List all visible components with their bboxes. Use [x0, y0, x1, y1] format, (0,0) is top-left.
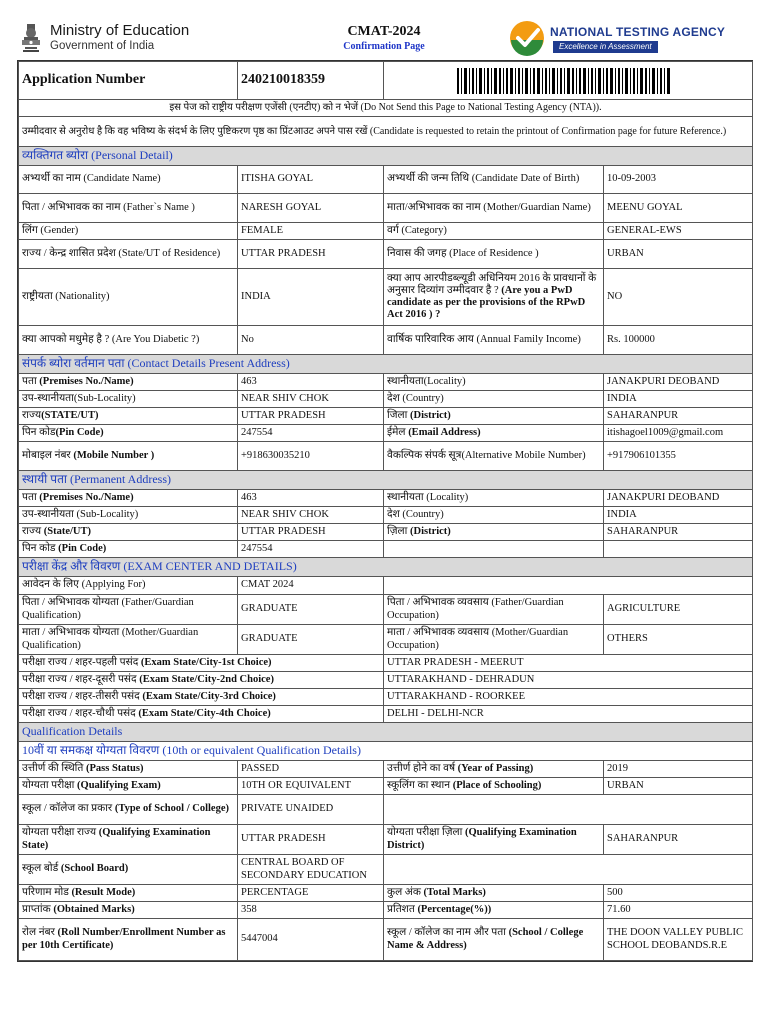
school-name-value: THE DOON VALLEY PUBLIC SCHOOL DEOBANDS.R.E — [604, 919, 753, 961]
obtained-marks-label: प्राप्तांक (Obtained Marks) — [19, 902, 238, 919]
roll-number-label: रोल नंबर (Roll Number/Enrollment Number as per 10th Certificate) — [19, 919, 238, 961]
total-marks-value: 500 — [604, 885, 753, 902]
total-marks-label: कुल अंक (Total Marks) — [384, 885, 604, 902]
alternative-mobile-value: +917906101355 — [604, 442, 753, 471]
result-mode-value: PERCENTAGE — [238, 885, 384, 902]
section-contact-details: संपर्क ब्योरा वर्तमान पता (Contact Details Present Address) — [19, 355, 753, 374]
empty-cell — [384, 795, 753, 825]
year-of-passing-value: 2019 — [604, 761, 753, 778]
permanent-locality-label: स्थानीयता (Locality) — [384, 490, 604, 507]
roll-number-value: 5447004 — [238, 919, 384, 961]
section-personal-detail: व्यक्तिगत ब्योरा (Personal Detail) — [19, 147, 753, 166]
pass-status-value: PASSED — [238, 761, 384, 778]
gender-value: FEMALE — [238, 223, 384, 240]
mobile-value: +918630035210 — [238, 442, 384, 471]
place-of-schooling-value: URBAN — [604, 778, 753, 795]
mother-qualification-label: माता / अभिभावक योग्यता (Mother/Guardian Qualification) — [19, 625, 238, 655]
qualifying-exam-value: 10TH OR EQUIVALENT — [238, 778, 384, 795]
place-of-schooling-label: स्कूलिंग का स्थान (Place of Schooling) — [384, 778, 604, 795]
permanent-locality-value: JANAKPURI DEOBAND — [604, 490, 753, 507]
pwd-label: क्या आप आरपीडब्ल्यूडी अधिनियम 2016 के प्रावधानों के अनुसार दिव्यांग उम्मीदवार है ? (Are you a PwD candidate as per the provisions of the RPwD Act 2016 ) ? — [384, 269, 604, 326]
exam-city-1-value: UTTAR PRADESH - MEERUT — [384, 655, 753, 672]
qualifying-state-value: UTTAR PRADESH — [238, 825, 384, 855]
permanent-district-value: SAHARANPUR — [604, 524, 753, 541]
obtained-marks-value: 358 — [238, 902, 384, 919]
state-ut-label: राज्य / केन्द्र शासित प्रदेश (State/UT of Residence) — [19, 240, 238, 269]
qualifying-district-label: योग्यता परीक्षा ज़िला (Qualifying Examination District) — [384, 825, 604, 855]
father-occupation-value: AGRICULTURE — [604, 595, 753, 625]
mother-name-value: MEENU GOYAL — [604, 194, 753, 223]
present-state-value: UTTAR PRADESH — [238, 408, 384, 425]
year-of-passing-label: उत्तीर्ण होने का वर्ष (Year of Passing) — [384, 761, 604, 778]
father-name-value: NARESH GOYAL — [238, 194, 384, 223]
applying-for-label: आवेदन के लिए (Applying For) — [19, 577, 238, 595]
retain-printout-note: उम्मीदवार से अनुरोध है कि वह भविष्य के संदर्भ के लिए पुष्टिकरण पृष्ठ का प्रिंटआउट अपने पास रखें (Candidate is requested to retain the printout of Confirmation page for future Reference.) — [19, 117, 753, 147]
present-pin-label: पिन कोड(Pin Code) — [19, 425, 238, 442]
qualifying-exam-label: योग्यता परीक्षा (Qualifying Exam) — [19, 778, 238, 795]
mother-occupation-value: OTHERS — [604, 625, 753, 655]
candidate-name-label: अभ्यर्थी का नाम (Candidate Name) — [19, 166, 238, 194]
confirmation-form — [17, 60, 753, 962]
section-permanent-address: स्थायी पता (Permanent Address) — [19, 471, 753, 490]
page-header — [0, 0, 768, 60]
present-premises-value: 463 — [238, 374, 384, 391]
permanent-country-value: INDIA — [604, 507, 753, 524]
mother-occupation-label: माता / अभिभावक व्यवसाय (Mother/Guardian Occupation) — [384, 625, 604, 655]
present-state-label: राज्य(STATE/UT) — [19, 408, 238, 425]
school-board-value: CENTRAL BOARD OF SECONDARY EDUCATION — [238, 855, 384, 885]
permanent-pin-value: 247554 — [238, 541, 384, 558]
father-occupation-label: पिता / अभिभावक व्यवसाय (Father/Guardian Occupation) — [384, 595, 604, 625]
diabetic-label: क्या आपको मधुमेह है ? (Are You Diabetic ?) — [19, 326, 238, 355]
nta-logo-icon — [509, 20, 545, 56]
permanent-state-value: UTTAR PRADESH — [238, 524, 384, 541]
empty-cell — [384, 541, 604, 558]
dob-value: 10-09-2003 — [604, 166, 753, 194]
exam-city-3-value: UTTARAKHAND - ROORKEE — [384, 689, 753, 706]
percentage-label: प्रतिशत (Percentage(%)) — [384, 902, 604, 919]
mobile-label: मोबाइल नंबर (Mobile Number ) — [19, 442, 238, 471]
father-qualification-label: पिता / अभिभावक योग्यता (Father/Guardian Qualification) — [19, 595, 238, 625]
section-tenth-details: 10वीं या समकक्ष योग्यता विवरण (10th or equivalent Qualification Details) — [19, 742, 753, 761]
category-label: वर्ग (Category) — [384, 223, 604, 240]
exam-city-4-label: परीक्षा राज्य / शहर-चौथी पसंद (Exam State/City-4th Choice) — [19, 706, 384, 723]
annual-income-value: Rs. 100000 — [604, 326, 753, 355]
place-of-residence-value: URBAN — [604, 240, 753, 269]
nationality-value: INDIA — [238, 269, 384, 326]
present-sublocality-label: उप-स्थानीयता(Sub-Locality) — [19, 391, 238, 408]
father-name-label: पिता / अभिभावक का नाम (Father`s Name ) — [19, 194, 238, 223]
alternative-mobile-label: वैकल्पिक संपर्क सूत्र(Alternative Mobile Number) — [384, 442, 604, 471]
gender-label: लिंग (Gender) — [19, 223, 238, 240]
father-qualification-value: GRADUATE — [238, 595, 384, 625]
permanent-state-label: राज्य (State/UT) — [19, 524, 238, 541]
permanent-country-label: देश (Country) — [384, 507, 604, 524]
percentage-value: 71.60 — [604, 902, 753, 919]
present-country-value: INDIA — [604, 391, 753, 408]
result-mode-label: परिणाम मोड (Result Mode) — [19, 885, 238, 902]
empty-cell — [384, 855, 753, 885]
permanent-pin-label: पिन कोड (Pin Code) — [19, 541, 238, 558]
present-locality-label: स्थानीयता(Locality) — [384, 374, 604, 391]
present-district-value: SAHARANPUR — [604, 408, 753, 425]
state-ut-value: UTTAR PRADESH — [238, 240, 384, 269]
annual-income-label: वार्षिक पारिवारिक आय (Annual Family Income) — [384, 326, 604, 355]
nationality-label: राष्ट्रीयता (Nationality) — [19, 269, 238, 326]
school-type-label: स्कूल / कॉलेज का प्रकार (Type of School / College) — [19, 795, 238, 825]
section-qualification-details: Qualification Details — [19, 723, 753, 742]
page-title: CMAT-2024 — [347, 24, 421, 39]
exam-city-2-value: UTTARAKHAND - DEHRADUN — [384, 672, 753, 689]
permanent-sublocality-label: उप-स्थानीयता (Sub-Locality) — [19, 507, 238, 524]
present-sublocality-value: NEAR SHIV CHOK — [238, 391, 384, 408]
mother-qualification-value: GRADUATE — [238, 625, 384, 655]
email-value: itishagoel1009@gmail.com — [604, 425, 753, 442]
school-board-label: स्कूल बोर्ड (School Board) — [19, 855, 238, 885]
application-number-label: Application Number — [19, 62, 238, 100]
barcode-cell — [384, 62, 753, 100]
empty-cell — [604, 541, 753, 558]
empty-cell — [384, 577, 753, 595]
diabetic-value: No — [238, 326, 384, 355]
exam-city-1-label: परीक्षा राज्य / शहर-पहली पसंद (Exam State/City-1st Choice) — [19, 655, 384, 672]
application-row — [19, 62, 753, 100]
present-country-label: देश (Country) — [384, 391, 604, 408]
pwd-value: NO — [604, 269, 753, 326]
qualifying-state-label: योग्यता परीक्षा राज्य (Qualifying Examination State) — [19, 825, 238, 855]
ministry-name: Ministry of Education — [50, 22, 190, 39]
qualifying-district-value: SAHARANPUR — [604, 825, 753, 855]
category-value: GENERAL-EWS — [604, 223, 753, 240]
agency-name: NATIONAL TESTING AGENCY — [550, 25, 726, 39]
permanent-district-label: ज़िला (District) — [384, 524, 604, 541]
school-type-value: PRIVATE UNAIDED — [238, 795, 384, 825]
government-name: Government of India — [50, 40, 155, 52]
section-exam-center: परीक्षा केंद्र और विवरण (EXAM CENTER AND DETAILS) — [19, 558, 753, 577]
page-subtitle: Confirmation Page — [343, 41, 425, 52]
present-premises-label: पता (Premises No./Name) — [19, 374, 238, 391]
details-table — [18, 61, 753, 961]
permanent-premises-value: 463 — [238, 490, 384, 507]
barcode-icon — [387, 66, 677, 96]
exam-city-4-value: DELHI - DELHI-NCR — [384, 706, 753, 723]
dob-label: अभ्यर्थी की जन्म तिथि (Candidate Date of Birth) — [384, 166, 604, 194]
exam-city-2-label: परीक्षा राज्य / शहर-दूसरी पसंद (Exam State/City-2nd Choice) — [19, 672, 384, 689]
permanent-premises-label: पता (Premises No./Name) — [19, 490, 238, 507]
mother-name-label: माता/अभिभावक का नाम (Mother/Guardian Name) — [384, 194, 604, 223]
do-not-send-note: इस पेज को राष्ट्रीय परीक्षण एजेंसी (एनटीए) को न भेजें (Do Not Send this Page to National Testing Agency (NTA)). — [19, 100, 753, 117]
applying-for-value: CMAT 2024 — [238, 577, 384, 595]
application-number: 240210018359 — [238, 62, 384, 100]
present-district-label: जिला (District) — [384, 408, 604, 425]
present-pin-value: 247554 — [238, 425, 384, 442]
present-locality-value: JANAKPURI DEOBAND — [604, 374, 753, 391]
email-label: ईमेल (Email Address) — [384, 425, 604, 442]
pass-status-label: उत्तीर्ण की स्थिति (Pass Status) — [19, 761, 238, 778]
permanent-sublocality-value: NEAR SHIV CHOK — [238, 507, 384, 524]
candidate-name-value: ITISHA GOYAL — [238, 166, 384, 194]
school-name-label: स्कूल / कॉलेज का नाम और पता (School / College Name & Address) — [384, 919, 604, 961]
agency-tagline: Excellence in Assessment — [553, 41, 658, 53]
exam-city-3-label: परीक्षा राज्य / शहर-तीसरी पसंद (Exam State/City-3rd Choice) — [19, 689, 384, 706]
place-of-residence-label: निवास की जगह (Place of Residence ) — [384, 240, 604, 269]
